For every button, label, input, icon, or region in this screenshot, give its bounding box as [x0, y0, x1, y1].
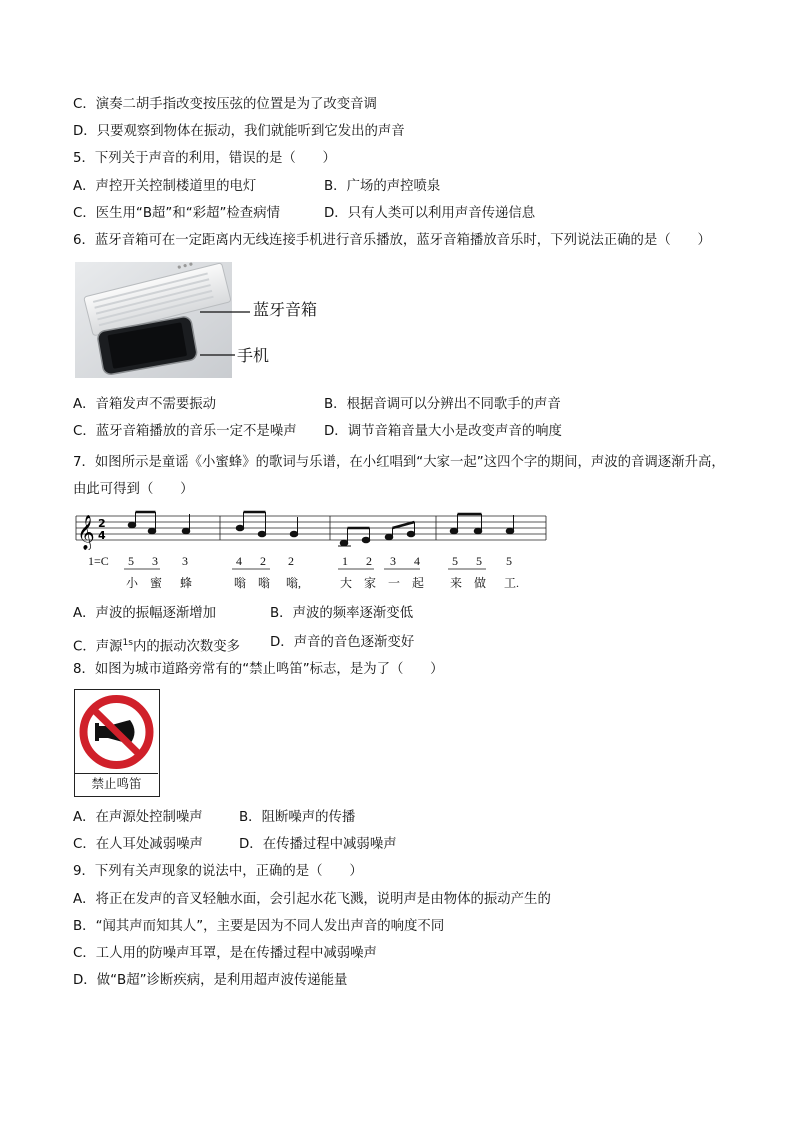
lyric-syllable: 蜜: [150, 576, 163, 590]
q6-option-d: D．调节音箱音量大小是改变声音的响度: [324, 424, 562, 439]
lyric-syllable: 来: [450, 576, 463, 590]
notation-underlines: [74, 568, 554, 574]
lyric-syllable: 工.: [504, 576, 520, 590]
q7-option-d: D．声音的音色逐渐变好: [270, 635, 415, 650]
q8-option-d: D．在传播过程中减弱噪声: [239, 837, 397, 852]
q7-option-b: B．声波的频率逐渐变低: [270, 606, 414, 621]
q8-option-a: A．在声源处控制噪声: [73, 810, 203, 825]
q5-stem: 5．下列关于声音的利用，错误的是（ ）: [73, 151, 336, 166]
lyric-syllable: 嗡,: [286, 576, 302, 590]
q5-option-d: D．只有人类可以利用声音传递信息: [324, 206, 536, 221]
q7-option-a: A．声波的振幅逐渐增加: [73, 606, 217, 621]
label-bluetooth-speaker: 蓝牙音箱: [253, 302, 318, 319]
key-signature: 1=C: [88, 554, 109, 568]
treble-clef-icon: 𝄞: [77, 515, 95, 550]
q9-stem: 9．下列有关声现象的说法中，正确的是（ ）: [73, 864, 363, 879]
notation-digit: 3: [152, 554, 158, 568]
q7-option-c-post: 内的振动次数变多: [132, 639, 241, 655]
notation-digit: 2: [260, 554, 266, 568]
lyric-syllable: 嗡: [234, 576, 247, 590]
q6-option-a: A．音箱发声不需要振动: [73, 397, 217, 412]
lyric-syllable: 大: [340, 576, 353, 590]
notation-digit: 4: [236, 554, 242, 568]
lyric-syllable: 一: [388, 576, 401, 590]
q4-option-d: D．只要观察到物体在振动，我们就能听到它发出的声音: [73, 124, 405, 139]
q7-option-c: [73, 634, 240, 656]
sign-caption: 禁止鸣笛: [75, 773, 158, 794]
q7-option-c-unit: 1s: [122, 638, 133, 648]
q7-option-c-pre: C．声源: [73, 639, 123, 655]
staff-notation: [74, 506, 554, 550]
lyric-syllable: 蜂: [180, 576, 193, 590]
notation-digit: 2: [288, 554, 294, 568]
notation-digit: 5: [452, 554, 458, 568]
q9-option-c: C．工人用的防噪声耳罩，是在传播过程中减弱噪声: [73, 946, 377, 961]
lyric-syllable: 起: [412, 576, 425, 590]
q9-option-a: A．将正在发声的音叉轻触水面，会引起水花飞溅，说明声是由物体的振动产生的: [73, 892, 551, 907]
notation-digit: 4: [414, 554, 420, 568]
notation-digit: 3: [390, 554, 396, 568]
time-signature-bottom: 4: [98, 529, 106, 542]
q8-option-b: B．阻断噪声的传播: [239, 810, 356, 825]
q8-stem: 8．如图为城市道路旁常有的“禁止鸣笛”标志，是为了（ ）: [73, 662, 444, 677]
notation-digit: 5: [506, 554, 512, 568]
notation-digit: 5: [476, 554, 482, 568]
time-signature-top: 2: [98, 517, 106, 530]
q6-option-c: C．蓝牙音箱播放的音乐一定不是噪声: [73, 424, 297, 439]
lyric-syllable: 做: [474, 576, 487, 590]
q7-stem-line1: 7．如图所示是童谣《小蜜蜂》的歌词与乐谱，在小红唱到“大家一起”这四个字的期间，声波的音调逐渐升高，: [73, 455, 725, 470]
notation-digit: 5: [128, 554, 134, 568]
q6-stem: 6．蓝牙音箱可在一定距离内无线连接手机进行音乐播放，蓝牙音箱播放音乐时，下列说法正确的是（ ）: [73, 233, 711, 248]
notation-digit: 1: [342, 554, 348, 568]
q5-option-b: B．广场的声控喷泉: [324, 179, 441, 194]
q6-option-b: B．根据音调可以分辨出不同歌手的声音: [324, 397, 561, 412]
label-phone: 手机: [237, 348, 270, 365]
q7-stem-line2: 由此可得到（ ）: [73, 482, 194, 497]
q9-option-b: B．“闻其声而知其人”，主要是因为不同人发出声音的响度不同: [73, 919, 445, 934]
q8-option-c: C．在人耳处减弱噪声: [73, 837, 203, 852]
notation-digit: 3: [182, 554, 188, 568]
q5-option-c: C．医生用“B超”和“彩超”检查病情: [73, 206, 280, 221]
lyrics-row: [74, 574, 554, 592]
no-honking-sign: [74, 689, 160, 797]
notation-digit: 2: [366, 554, 372, 568]
lyric-syllable: 嗡: [258, 576, 271, 590]
q9-option-d: D．做“B超”诊断疾病，是利用超声波传递能量: [73, 973, 348, 988]
music-score: [74, 506, 554, 594]
no-horn-icon: [75, 690, 158, 773]
q4-option-c: C．演奏二胡手指改变按压弦的位置是为了改变音调: [73, 97, 377, 112]
lyric-syllable: 家: [364, 576, 377, 590]
q5-option-a: A．声控开关控制楼道里的电灯: [73, 179, 257, 194]
lyric-syllable: 小: [126, 576, 139, 590]
